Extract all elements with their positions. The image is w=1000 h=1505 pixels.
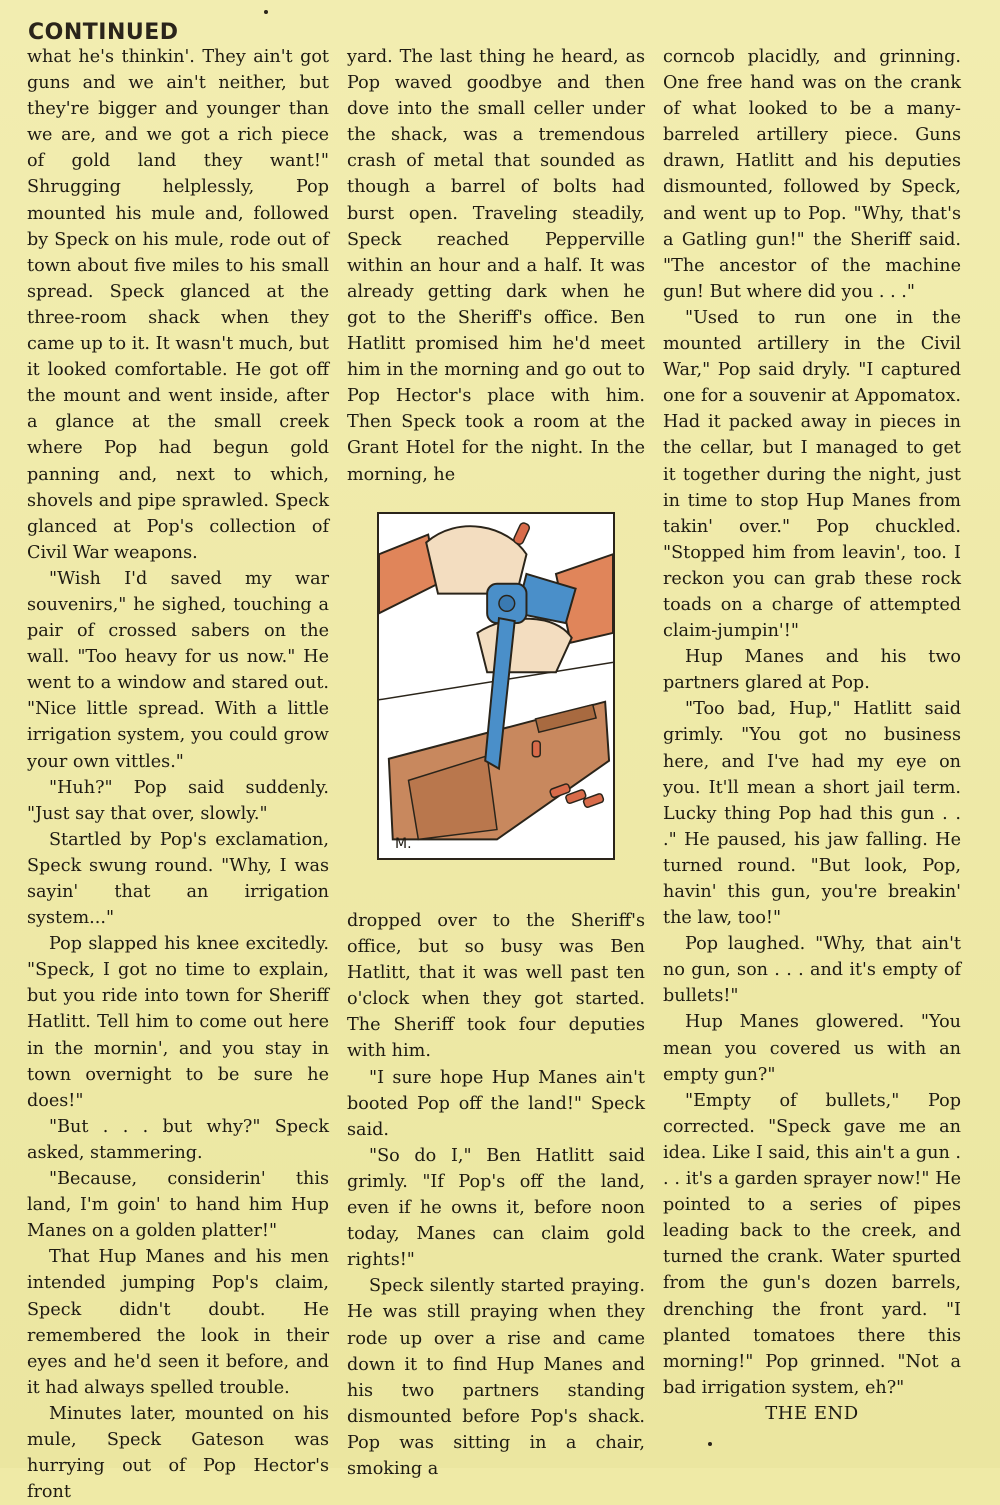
- continued-heading: CONTINUED: [28, 20, 179, 45]
- paragraph: corncob placidly, and grinning. One free hand was on the crank of what looked to be a many-barreled artillery piece. Guns drawn, Hatlitt and his deputies dismounted, followed by Speck, and went up to Pop. "Why, that's a Gatling gun!" the Sheriff said. "The ancestor of the machine gun! But where did you . . .": [663, 47, 961, 302]
- revolver-hands-icon: [379, 514, 613, 858]
- paragraph: "Too bad, Hup," Hatlitt said grimly. "You got no business here, and I've had my eye on you. It'll mean a short jail term. Lucky thing Pop had this gun . . ." He paused, his jaw falling. He turned round. "But look, Pop, havin' this gun, you're breakin' the law, too!": [663, 699, 961, 929]
- revolver-illustration: [377, 512, 615, 860]
- paragraph: Pop laughed. "Why, that ain't no gun, son . . . and it's empty of bullets!": [663, 934, 961, 1007]
- paragraph: "Used to run one in the mounted artillery in the Civil War," Pop said dryly. "I captured one for a souvenir at Appomatox. Had it packed away in pieces in the cellar, but I managed to get it together during the night, just in time to stop Hup Manes from takin' over." Pop chuckled. "Stopped him from leavin', too. I reckon you can grab these rock toads on a charge of attempted claim-jumpin'!": [663, 307, 961, 642]
- paragraph: Speck silently started praying. He was still praying when they rode up over a rise and came down it to find Hup Manes and his two partners standing dismounted before Pop's shack. Pop was sitting in a chair, smoking a: [347, 1276, 645, 1479]
- text-column-1: [27, 44, 329, 1505]
- ink-speck: [264, 10, 268, 14]
- paragraph: "I sure hope Hup Manes ain't booted Pop off the land!" Speck said.: [347, 1067, 645, 1140]
- the-end-label: THE END: [765, 1402, 859, 1424]
- paragraph: "But . . . but why?" Speck asked, stammering.: [27, 1116, 329, 1163]
- paragraph: Startled by Pop's exclamation, Speck swung round. "Why, I was sayin' that an irrigation system...": [27, 829, 329, 929]
- paragraph: Hup Manes glowered. "You mean you covered us with an empty gun?": [663, 1012, 961, 1085]
- paragraph: dropped over to the Sheriff's office, but so busy was Ben Hatlitt, that it was well past ten o'clock when they got started. The Sheriff took four deputies with him.: [347, 911, 645, 1062]
- paragraph: Minutes later, mounted on his mule, Speck Gateson was hurrying out of Pop Hector's front: [27, 1403, 329, 1503]
- paragraph: yard. The last thing he heard, as Pop waved goodbye and then dove into the small celler under the shack, was a tremendous crash of metal that sounded as though a barrel of bolts had burst open. Traveling steadily, Speck reached Pepperville within an hour and a half. It was already getting dark when he got to the Sheriff's office. Ben Hatlitt promised him he'd meet him in the morning and go out to Pop Hector's place with him. Then Speck took a room at the Grant Hotel for the night. In the morning, he: [347, 47, 645, 485]
- ink-speck: [708, 1442, 712, 1446]
- paragraph: "Because, considerin' this land, I'm goin' to hand him Hup Manes on a golden platter!": [27, 1169, 329, 1242]
- text-column-2-bottom: [347, 908, 645, 1482]
- paragraph: "Huh?" Pop said suddenly. "Just say that over, slowly.": [27, 777, 329, 824]
- paragraph: "So do I," Ben Hatlitt said grimly. "If Pop's off the land, even if he owns it, before noon today, Manes can claim gold rights!": [347, 1145, 645, 1271]
- paragraph: what he's thinkin'. They ain't got guns and we ain't neither, but they're bigger and younger than we are, and we got a rich piece of gold land they want!" Shrugging helplessly, Pop mounted his mule and, followed by Speck on his mule, rode out of town about five miles to his small spread. Speck glanced at the three-room shack when they came up to it. It wasn't much, but it looked comfortable. He got off the mount and went inside, after a glance at the small creek where Pop had begun gold panning and, next to which, shovels and pipe sprawled. Speck glanced at Pop's collection of Civil War weapons.: [27, 47, 329, 563]
- paragraph: That Hup Manes and his men intended jumping Pop's claim, Speck didn't doubt. He remembered the look in their eyes and he'd seen it before, and it had always spelled trouble.: [27, 1247, 329, 1398]
- paragraph: "Empty of bullets," Pop corrected. "Speck gave me an idea. Like I said, this ain't a gun . . . it's a garden sprayer now!" He pointed to a series of pipes leading back to the creek, and turned the crank. Water spurted from the gun's dozen barrels, drenching the front yard. "I planted tomatoes there this morning!" Pop grinned. "Not a bad irrigation system, eh?": [663, 1090, 961, 1398]
- artist-signature: M.: [395, 836, 412, 852]
- paragraph: Hup Manes and his two partners glared at Pop.: [663, 647, 961, 694]
- text-column-2-top: [347, 44, 645, 488]
- text-column-3: [663, 44, 961, 1427]
- paragraph: Pop slapped his knee excitedly. "Speck, I got no time to explain, but you ride into town for Sheriff Hatlitt. Tell him to come out here in the mornin', and you stay in town overnight to be sure he does!": [27, 934, 329, 1111]
- paragraph: "Wish I'd saved my war souvenirs," he sighed, touching a pair of crossed sabers on the wall. "Too heavy for us now." He went to a window and stared out. "Nice little spread. With a little irrigation system, you could grow your own vittles.": [27, 568, 329, 772]
